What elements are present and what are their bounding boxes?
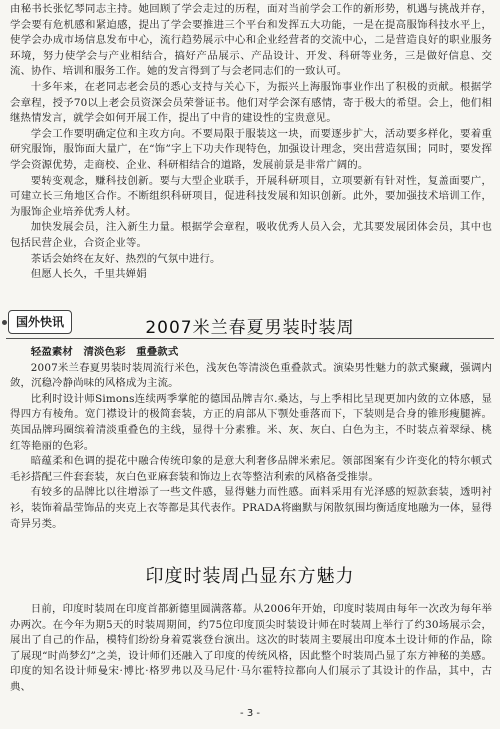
foreign-news-tag: 国外快讯 [8, 310, 72, 334]
india-article-text [10, 602, 492, 696]
article-subhead: 轻盈素材 清淡色彩 重叠款式 [30, 346, 179, 358]
india-fashion-week-headline: 印度时装周凸显东方魅力 [145, 566, 355, 587]
section-divider [6, 338, 494, 339]
paragraph: 由秘书长张忆琴同志主持。她回顾了学会走过的历程，面对当前学会工作的新形势，机遇与挑战并存，学会要有危机感和紧迫感，提出了学会要推进三个平台和发挥五大功能，一是在提高服饰科技水平上，使学会办成市场信息发布中心，流行趋势展示中心和企业经营者的交流中心，二是营造良好的职业服务环境，努力使学会与产业相结合，搞好产品展示、产品设计、开发、科研等业务，三是做好信息、交流、协作、培训和服务工作。她的发言得到了与会老同志们的一致认可。 [10, 3, 492, 78]
page-number: - 3 - [240, 708, 260, 719]
paragraph: 学会工作要明确定位和主攻方向。不要局限于服装这一块，而要逐步扩大，活动要多样化，要着重研究服饰，服饰面大量广，在“饰”字上下功夫作现特色，加强设计理念，突出营造氛围；同时，要发挥学会资源优势，走商校、企业、科研相结合的道路，发展前景是非常广阔的。 [10, 127, 492, 171]
paragraph: 日前，印度时装周在印度首都新德里圆满落幕。从2006年开始，印度时装周由每年一次改为每年举办两次。在今年为期5天的时装周期间，约75位印度顶尖时装设计师在时装周上举行了约30场展示会，展出了自己的作品，模特们纷纷身着霓裳登台演出。这次的时装周主要展出印度本土设计师的作品，除了展现“时尚梦幻”之美，设计师们还融入了印度的传统风格，因此整个时装周凸显了东方神秘的美感。印度的知名设计师曼宋·博比·格罗弗以及马尼什·马尔霍特拉都向人们展示了其设计的作品，其中，古典、 [10, 603, 492, 693]
paragraph: 要转变观念，赚科技创新。要与大型企业联手，开展科研项目，立项要新有针对性，复盖面要广，可建立长三角地区合作。不断组织科研项目，促进科技发展和知识创新。此外，要加强技术培训工作，为服饰企业培养优秀人材。 [10, 174, 492, 218]
paragraph: 2007米兰春夏男装时装周流行米色，浅灰色等清淡色重叠款式。演染男性魅力的款式聚藏，强调内敛，沉稳冷静尚味的风格成为主流。 [10, 361, 492, 390]
paragraph: 暗蕴柔和色调的提花中融合传统印象的是意大利奢侈品牌米索尼。领部图案有少许变化的特尔顿式毛衫搭配三件套套装，灰白色亚麻套装和饰边上衣等整洁利索的风格备受推崇。 [10, 455, 492, 483]
paragraph: 但愿人长久，千里共婵娟 [30, 268, 147, 281]
milan-menswear-headline: 2007米兰春夏男装时装周 [145, 318, 355, 338]
paragraph: 十多年来，在老同志老会员的悉心支持与关心下，为振兴上海服饰事业作出了积极的贡献。根据学会章程，授予70以上老会员资深会员荣誉证书。他们对学会深有感情，寄于极大的希望。会上，他们相继热情发言，就学会如何开展工作，提出了中肯的建设性的宝贵意见。 [10, 80, 492, 125]
paragraph: 有较多的品牌比以往增添了一些文件感，显得魅力而性感。面料采用有光泽感的短款套装，透明衬衫，装饰着晶莹饰品的夹克上衣等都是其代表作。PRADA将幽默与闲散氛围均衡适度地融为一体，显得奇异另类。 [10, 486, 492, 530]
paragraph: 茶话会始终在友好、热烈的气氛中进行。 [30, 252, 221, 265]
paragraph: 加快发展会员，注入新生力量。根据学会章程，吸收优秀人员入会，尤其要发展团体会员，其中也包括民营企业，合资企业等。 [10, 221, 492, 249]
paragraph: 比利时设计师Simons连续两季掌舵的德国品牌吉尔.桑达，与上季相比呈现更加内敛的立体感，显得四方有棱角。宽门襟设计的极简套装，方正的肩部从下颚处垂落而下，下装则是合身的锥形瘦腿裤。英国品牌玛圈缤着清淡重叠色的主线，显得十分素雅。米、灰、灰白、白色为主，不时装点着翠绿、桃红等艳丽的色彩。 [10, 392, 492, 452]
milan-article-text [10, 345, 492, 532]
association-article-text [10, 2, 492, 283]
